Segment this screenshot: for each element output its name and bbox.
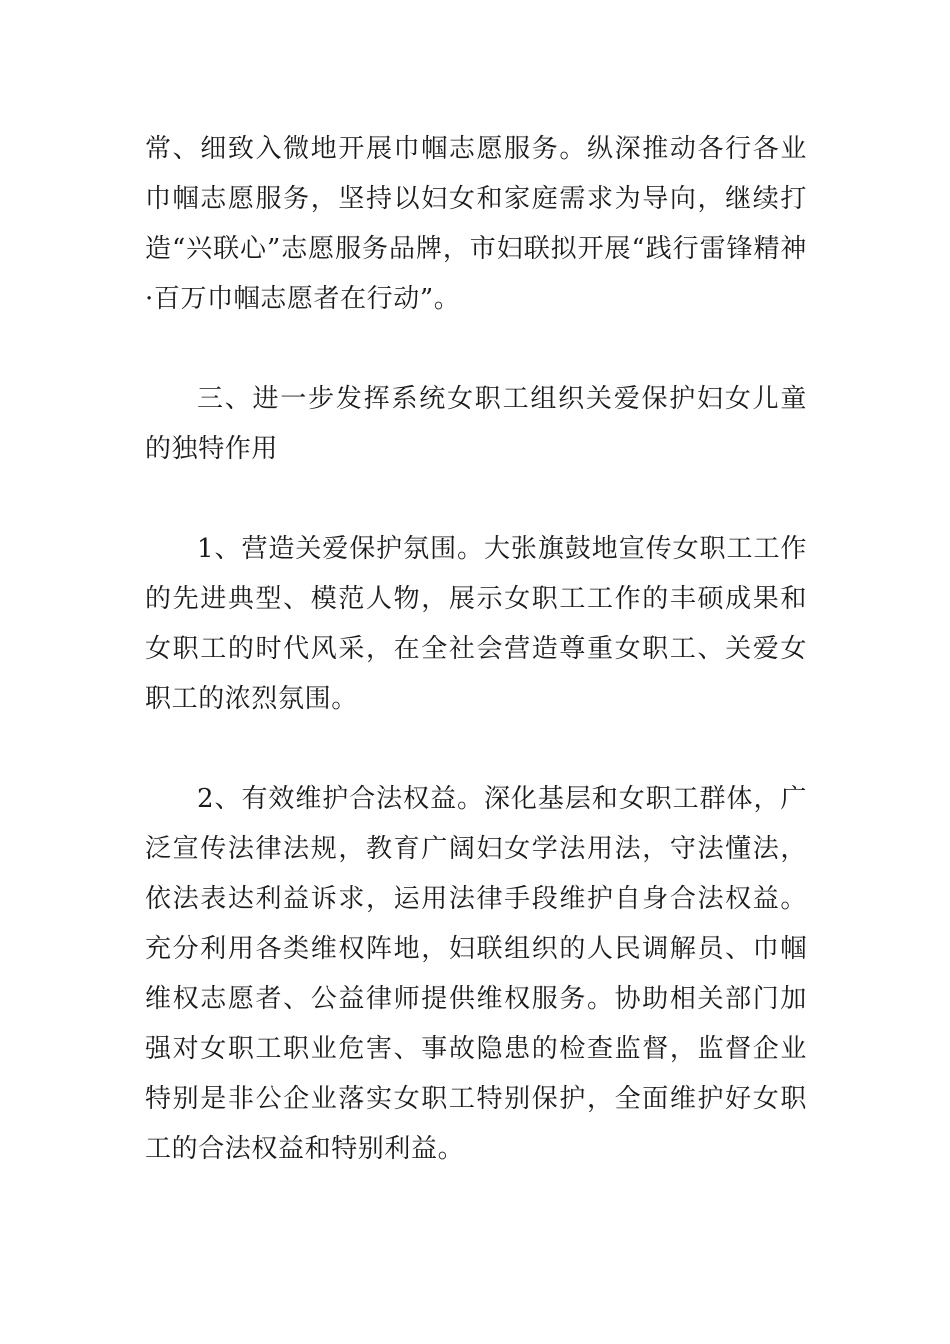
paragraph-item-2: 2、有效维护合法权益。深化基层和女职工群体，广泛宣传法律法规，教育广阔妇女学法用法，守法懂法，依法表达利益诉求，运用法律手段维护自身合法权益。充分利用各类维权阵地，妇联组织的人民调解员、巾帼维权志愿者、公益律师提供维权服务。协助相关部门加强对女职工职业危害、事故隐患的检查监督，监督企业特别是非公企业落实女职工特别保护，全面维护好女职工的合法权益和特别利益。 [145,784,807,1164]
section-heading: 三、进一步发挥系统女职工组织关爱保护妇女儿童的独特作用 [145,384,807,464]
paragraph-continuation: 常、细致入微地开展巾帼志愿服务。纵深推动各行各业巾帼志愿服务，坚持以妇女和家庭需求为导向，继续打造“兴联心”志愿服务品牌，市妇联拟开展“践行雷锋精神·百万巾帼志愿者在行动”。 [145,134,807,314]
paragraph-item-1: 1、营造关爱保护氛围。大张旗鼓地宣传女职工工作的先进典型、模范人物，展示女职工工作的丰硕成果和女职工的时代风采，在全社会营造尊重女职工、关爱女职工的浓烈氛围。 [145,534,807,714]
document-page [145,124,807,1174]
